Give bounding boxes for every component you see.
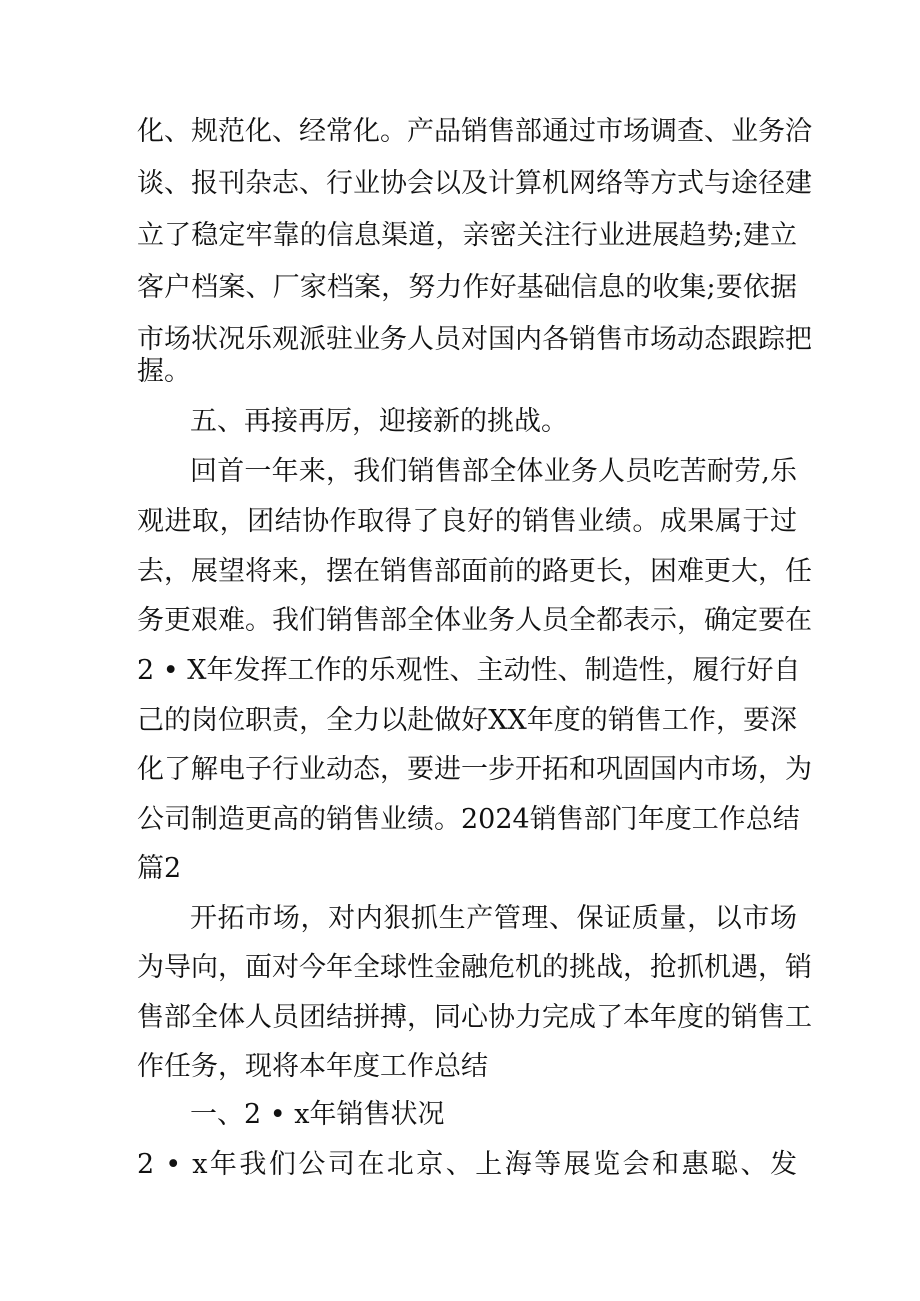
section-heading: 一、2 • x年销售状况 (190, 1099, 445, 1130)
paragraph-line: 观进取，团结协作取得了良好的销售业绩。成果属于过 (137, 506, 797, 537)
paragraph-line: 谈、报刊杂志、行业协会以及计算机网络等方式与途径建 (137, 168, 812, 199)
paragraph-line: 开拓市场，对内狠抓生产管理、保证质量，以市场 (190, 903, 797, 934)
paragraph-line: 售部全体人员团结拼搏，同心协力完成了本年度的销售工 (137, 1002, 812, 1033)
paragraph-line: 作任务，现将本年度工作总结 (137, 1051, 488, 1082)
paragraph-line: 为导向，面对今年全球性金融危机的挑战，抢抓机遇，销 (137, 952, 812, 983)
paragraph-line: 2 • x年我们公司在北京、上海等展览会和惠聪、发 (137, 1149, 797, 1180)
paragraph-line: 化、规范化、经常化。产品销售部通过市场调查、业务洽 (137, 116, 812, 147)
paragraph-line: 公司制造更高的销售业绩。2024销售部门年度工作总结 (137, 804, 800, 835)
paragraph-line: 客户档案、厂家档案，努力作好基础信息的收集;要依据 (137, 272, 797, 303)
paragraph-line: 市场状况乐观派驻业务人员对国内各销售市场动态跟踪把 (137, 324, 812, 355)
paragraph-line: 化了解电子行业动态，要进一步开拓和巩固国内市场，为 (137, 754, 812, 785)
section-heading: 五、再接再厉，迎接新的挑战。 (190, 406, 568, 437)
paragraph-line: 回首一年来，我们销售部全体业务人员吃苦耐劳,乐 (190, 456, 797, 487)
paragraph-line: 去，展望将来，摆在销售部面前的路更长，困难更大，任 (137, 556, 812, 587)
paragraph-line: 篇2 (137, 853, 182, 884)
paragraph-line: 务更艰难。我们销售部全体业务人员全都表示，确定要在 (137, 605, 812, 636)
paragraph-line: 立了稳定牢靠的信息渠道，亲密关注行业进展趋势;建立 (137, 220, 797, 251)
paragraph-line: 2 • X年发挥工作的乐观性、主动性、制造性，履行好自 (137, 655, 801, 686)
paragraph-line: 握。 (137, 356, 191, 387)
paragraph-line: 己的岗位职责，全力以赴做好XX年度的销售工作，要深 (137, 705, 797, 736)
